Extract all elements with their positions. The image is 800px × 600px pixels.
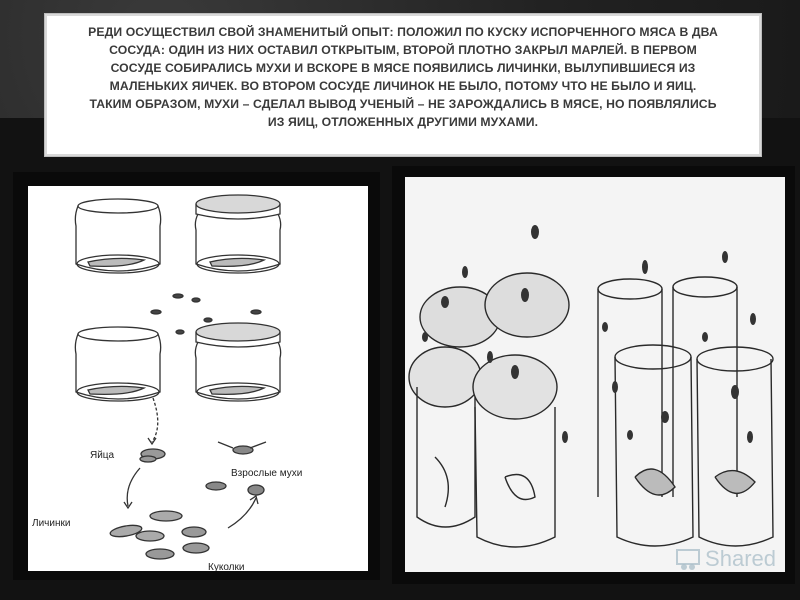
description-line: ИЗ ЯИЦ, ОТЛОЖЕННЫХ ДРУГИМИ МУХАМИ.	[267, 115, 539, 129]
diagram-panel	[13, 172, 380, 580]
description-line: РЕДИ ОСУЩЕСТВИЛ СВОЙ ЗНАМЕНИТЫЙ ОПЫТ: ПОЛОЖИЛ ПО КУСКУ ИСПОРЧЕННОГО МЯСА В ДВА	[88, 25, 718, 39]
label-adult-flies: Взрослые мухи	[231, 468, 303, 479]
open-jars-group	[598, 277, 773, 546]
slideshare-icon	[675, 547, 701, 571]
label-pupae: Куколки	[208, 562, 245, 571]
description-box	[44, 13, 762, 157]
description-line: ТАКИМ ОБРАЗОМ, МУХИ – СДЕЛАЛ ВЫВОД УЧЕНЫЙ – НЕ ЗАРОЖДАЛИСЬ В МЯСЕ, НО ПОЯВЛЯЛИСЬ	[89, 97, 717, 111]
description-line: СОСУДА: ОДИН ИЗ НИХ ОСТАВИЛ ОТКРЫТЫМ, ВТОРОЙ ПЛОТНО ЗАКРЫЛ МАРЛЕЙ. В ПЕРВОМ	[109, 43, 697, 57]
covered-jar-middle	[195, 323, 280, 401]
open-jar-middle	[75, 327, 160, 401]
larvae	[109, 511, 182, 541]
covered-jar-top	[195, 195, 280, 273]
watermark-text: Shared	[705, 546, 776, 571]
description-line: СОСУДЕ СОБИРАЛИСЬ МУХИ И ВСКОРЕ В МЯСЕ ПОЯВИЛИСЬ ЛИЧИНКИ, ВЫЛУПИВШИЕСЯ ИЗ	[110, 61, 696, 75]
slideshare-watermark	[675, 546, 776, 572]
covered-jars-group	[409, 273, 569, 547]
diagram-image	[28, 186, 368, 571]
photo-panel	[392, 166, 795, 584]
redi-experiment-diagram	[28, 186, 368, 571]
description-line: МАЛЕНЬКИХ ЯИЧЕК. ВО ВТОРОМ СОСУДЕ ЛИЧИНОК НЕ БЫЛО, ПОТОМУ ЧТО НЕ БЫЛО И ЯИЦ.	[109, 79, 697, 93]
label-larvae: Личинки	[32, 518, 71, 529]
experiment-photo-illustration	[405, 177, 785, 572]
label-eggs: Яйца	[90, 450, 115, 461]
open-jar-top	[75, 199, 160, 273]
eggs-cluster	[140, 449, 165, 462]
experiment-photo	[405, 177, 785, 572]
